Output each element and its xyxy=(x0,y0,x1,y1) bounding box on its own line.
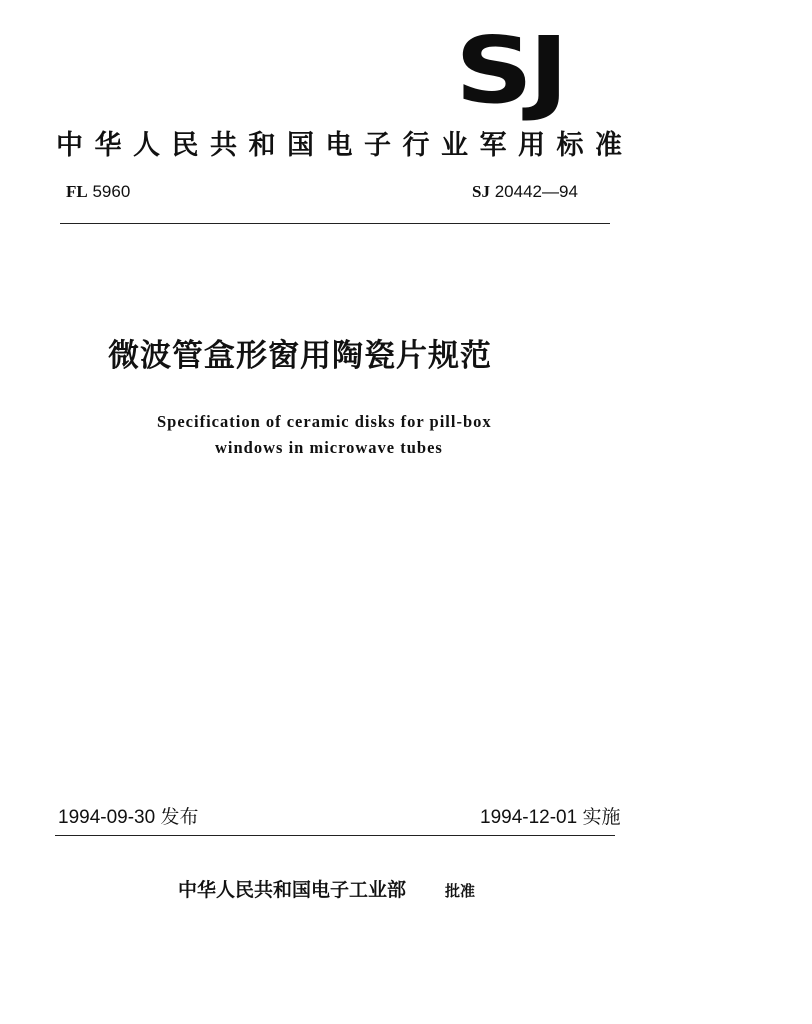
approving-authority: 中华人民共和国电子工业部 xyxy=(178,879,407,901)
document-title-english-line2: windows in microwave tubes xyxy=(215,438,443,457)
fl-number: 5960 xyxy=(92,182,131,201)
fl-prefix: FL xyxy=(66,182,88,201)
approval-label: 批准 xyxy=(445,882,476,900)
sj-number: 20442 xyxy=(494,182,542,201)
sj-year: 94 xyxy=(558,182,578,201)
sj-prefix: SJ xyxy=(472,182,490,201)
dates-divider xyxy=(55,835,615,836)
fl-classification-code xyxy=(66,180,130,204)
issue-date: 1994-09-30 发布 xyxy=(58,807,199,828)
header-divider xyxy=(60,223,610,224)
document-title-chinese: 微波管盒形窗用陶瓷片规范 xyxy=(108,338,492,374)
document-title-english-line1: Specification of ceramic disks for pill-box xyxy=(157,412,492,431)
implementation-date: 1994-12-01 实施 xyxy=(480,807,621,828)
standard-number xyxy=(472,180,578,204)
sj-separator: — xyxy=(541,182,559,201)
sj-logo: SJ xyxy=(455,17,565,124)
standard-series-title: 中华人民共和国电子行业军用标准 xyxy=(56,130,634,161)
